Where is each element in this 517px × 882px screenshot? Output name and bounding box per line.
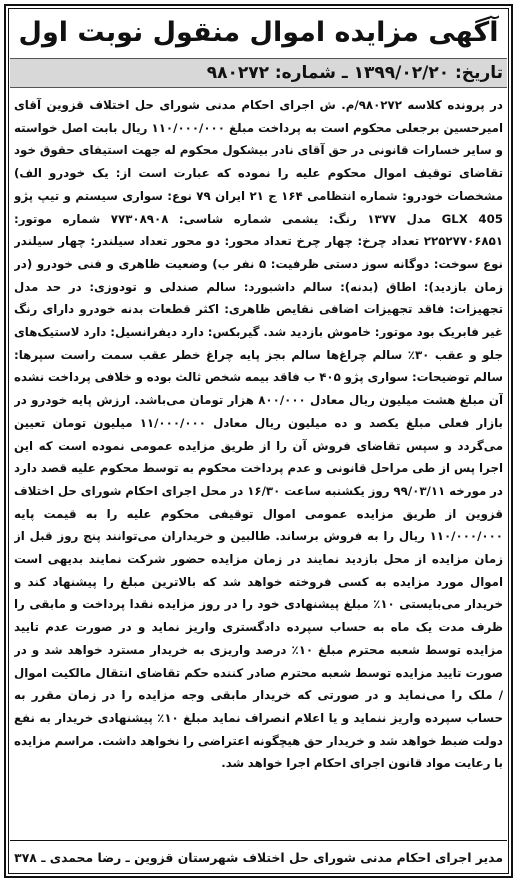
notice-body: در پرونده کلاسه ۹۸۰۲۷۲/م. ش اجرای احکام مدنی شورای حل اختلاف قزوین آقای امیرحسین برجعلی محکوم است به پرداخت مبلغ ۱۱۰/۰۰۰/۰۰۰ ریال بابت اصل خواسته و سایر خسارات قانونی در حق آقای نادر بیشکول محکوم له جهت استیفای حقوق خود تقاضای توقیف اموال محکوم علیه را نموده که عبارت است از: یک خودرو الف) مشخصات خودرو: شماره انتظامی ۱۶۴ ج ۲۱ ایران ۷۹ نوع: سواری سیستم و تیپ پژو GLX 405 مدل ۱۳۷۷ رنگ: یشمی شماره شاسی: ۷۷۳۰۸۹۰۸ شماره موتور: ۲۲۵۲۷۷۰۶۸۵۱ تعداد چرخ: چهار چرخ تعداد محور: دو محور تعداد سیلندر: چهار سیلندر نوع سوخت: دوگانه سوز دستی ظرفیت: ۵ نفر ب) وضعیت ظاهری و فنی خودرو (در زمان بازدید): اطاق (بدنه): سالم داشبورد: سالم صندلی و تودوزی: در حد مدل تجهیزات: فاقد تجهیزات اضافی نقایص ظاهری: اکثر قطعات بدنه خودرو دارای رنگ غیر فابریک بود موتور: خاموش بازدید شد. گیربکس: دارد دیفرانسیل: دارد لاستیک‌های جلو و عقب ۳۰٪ سالم چراغ‌ها سالم بجز پایه چراغ خطر عقب سمت راست سپرها: سالم توضیحات: سواری پژو ۴۰۵ ب فاقد بیمه شخص ثالث بوده و خلافی پرداخت نشده آن مبلغ هشت میلیون ریال معادل ۸۰۰/۰۰۰ هزار تومان می‌باشد. ارزش پایه خودرو در بازار فعلی مبلغ یکصد و ده میلیون ریال معادل ۱۱/۰۰۰/۰۰۰ میلیون تومان تعیین می‌گردد و سپس تقاضای فروش آن را از طریق مزایده عمومی نموده است که این اجرا پس از طی مراحل قانونی و عدم پرداخت محکوم به توسط محکوم علیه قصد دارد در مورخه ۹۹/۰۳/۱۱ روز یکشنبه ساعت ۱۶/۳۰ در محل اجرای احکام شورای حل اختلاف قزوین از طریق مزایده عمومی اموال توقیفی محکوم علیه را به قیمت پایه ۱۱۰/۰۰۰/۰۰۰ ریال را به فروش برساند. طالبین و خریداران می‌توانند پنج روز قبل از زمان مزایده از محل بازدید نمایند در زمان مزایده حضور شرکت نمایند بدیهی است اموال مورد مزایده به کسی فروخته خواهد شد که بالاترین مبلغ را پیشنهاد کند و خریدار می‌بایستی ۱۰٪ مبلغ پیشنهادی خود را در روز مزایده نقدا پرداخت و مابقی را ظرف مدت یک ماه به حساب سپرده دادگستری واریز نماید و در صورت عدم تایید مزایده توسط شعبه محترم مبلغ ۱۰٪ درصد واریزی به خریدار مسترد خواهد شد و در صورت تایید مزایده توسط شعبه محترم صادر کننده حکم تقاضای انتقال مالکیت اموال / ملک را می‌نماید و در صورتی که خریدار مابقی وجه مزایده را در زمان مقرر به حساب سپرده واریز ننماید و یا اعلام انصراف نماید مبلغ ۱۰٪ پیشنهادی خریدار به نفع دولت ضبط خواهد شد و خریدار حق هیچگونه اعتراضی را نخواهد داشت. مراسم مزایده با رعایت مواد قانون اجرای احکام اجرا خواهد شد.	[14, 98, 503, 771]
footer-divider	[10, 840, 507, 841]
notice-date-number: تاریخ: ۱۳۹۹/۰۲/۲۰ ـ شماره: ۹۸۰۲۷۲	[206, 63, 503, 83]
notice-title: آگهی مزایده اموال منقول نوبت اول	[18, 17, 499, 48]
notice-signature: مدیر اجرای احکام مدنی شورای حل اختلاف شهرستان قزوین ـ رضا محمدی ـ ۳۷۸	[14, 850, 503, 865]
